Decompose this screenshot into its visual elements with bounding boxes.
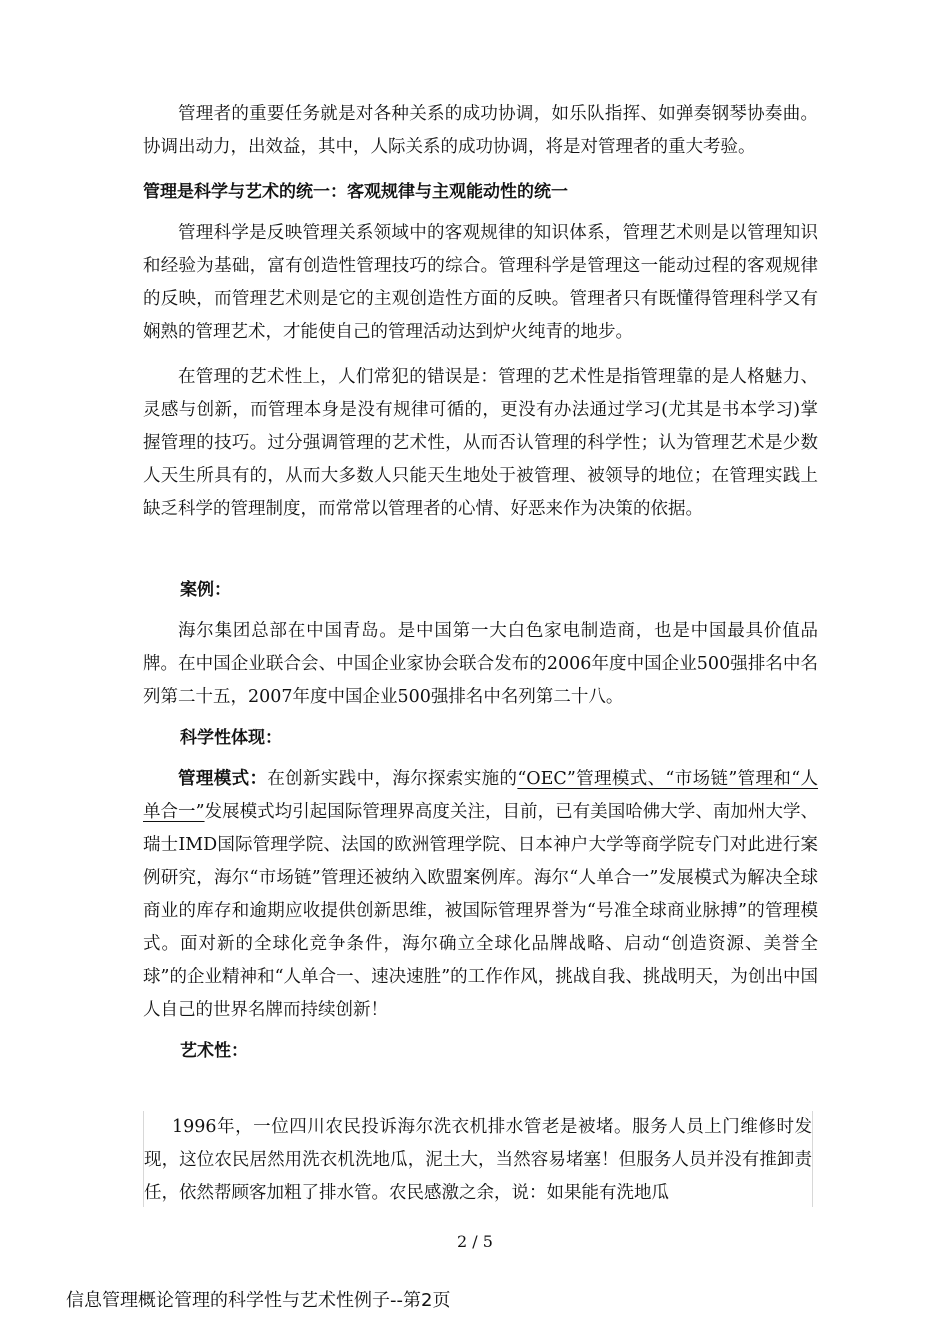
art-example-box <box>143 1111 813 1207</box>
intro-paragraph: 管理者的重要任务就是对各种关系的成功协调，如乐队指挥、如弹奏钢琴协奏曲。协调出动力，出效益，其中，人际关系的成功协调，将是对管理者的重大考验。 <box>143 104 818 157</box>
case-heading: 案例： <box>180 580 231 600</box>
art-paragraph: 1996年，一位四川农民投诉海尔洗衣机排水管老是被堵。服务人员上门维修时发现，这位农民居然用洗衣机洗地瓜，泥土大，当然容易堵塞！但服务人员并没有推卸责任，依然帮顾客加粗了排水管。农民感激之余，说：如果能有洗地瓜 <box>144 1117 812 1203</box>
art-heading: 艺术性： <box>180 1041 248 1061</box>
management-mode-lead: 管理模式： <box>178 769 268 789</box>
management-mode-underlined: “OEC”管理模式、“市场链”管理和“人单合一” <box>143 769 819 822</box>
science-art-paragraph: 管理科学是反映管理关系领域中的客观规律的知识体系，管理艺术则是以管理知识和经验为基础，富有创造性管理技巧的综合。管理科学是管理这一能动过程的客观规律的反映，而管理艺术则是它的主观创造性方面的反映。管理者只有既懂得管理科学又有娴熟的管理艺术，才能使自己的管理活动达到炉火纯青的地步。 <box>143 223 818 342</box>
section-heading: 管理是科学与艺术的统一：客观规律与主观能动性的统一 <box>143 182 568 202</box>
footer-title: 信息管理概论管理的科学性与艺术性例子--第2页 <box>66 1290 451 1311</box>
management-mode-text-1: 在创新实践中，海尔探索实施的 <box>267 769 518 789</box>
case-paragraph: 海尔集团总部在中国青岛。是中国第一大白色家电制造商，也是中国最具价值品牌。在中国企业联合会、中国企业家协会联合发布的2006年度中国企业500强排名中名列第二十五，2007年度中国企业500强排名中名列第二十八。 <box>143 621 818 707</box>
page-number: 2 / 5 <box>457 1232 493 1251</box>
management-mode-text-2: 发展模式均引起国际管理界高度关注，目前，已有美国哈佛大学、南加州大学、瑞士IMD国际管理学院、法国的欧洲管理学院、日本神户大学等商学院专门对此进行案例研究，海尔“市场链”管理还被纳入欧盟案例库。海尔“人单合一”发展模式为解决全球商业的库存和逾期应收提供创新思维，被国际管理界誉为“号准全球商业脉搏”的管理模式。面对新的全球化竞争条件，海尔确立全球化品牌战略、启动“创造资源、美誉全球”的企业精神和“人单合一、速决速胜”的工作作风，挑战自我、挑战明天，为创出中国人自己的世界名牌而持续创新！ <box>143 802 818 1020</box>
management-mode-paragraph <box>143 763 818 1027</box>
science-heading: 科学性体现： <box>180 728 282 748</box>
document-body <box>143 98 818 1068</box>
mistakes-paragraph: 在管理的艺术性上，人们常犯的错误是：管理的艺术性是指管理靠的是人格魅力、灵感与创新，而管理本身是没有规律可循的，更没有办法通过学习(尤其是书本学习)掌握管理的技巧。过分强调管理的艺术性，从而否认管理的科学性；认为管理艺术是少数人天生所具有的，从而大多数人只能天生地处于被管理、被领导的地位；在管理实践上缺乏科学的管理制度，而常常以管理者的心情、好恶来作为决策的依据。 <box>143 367 818 519</box>
